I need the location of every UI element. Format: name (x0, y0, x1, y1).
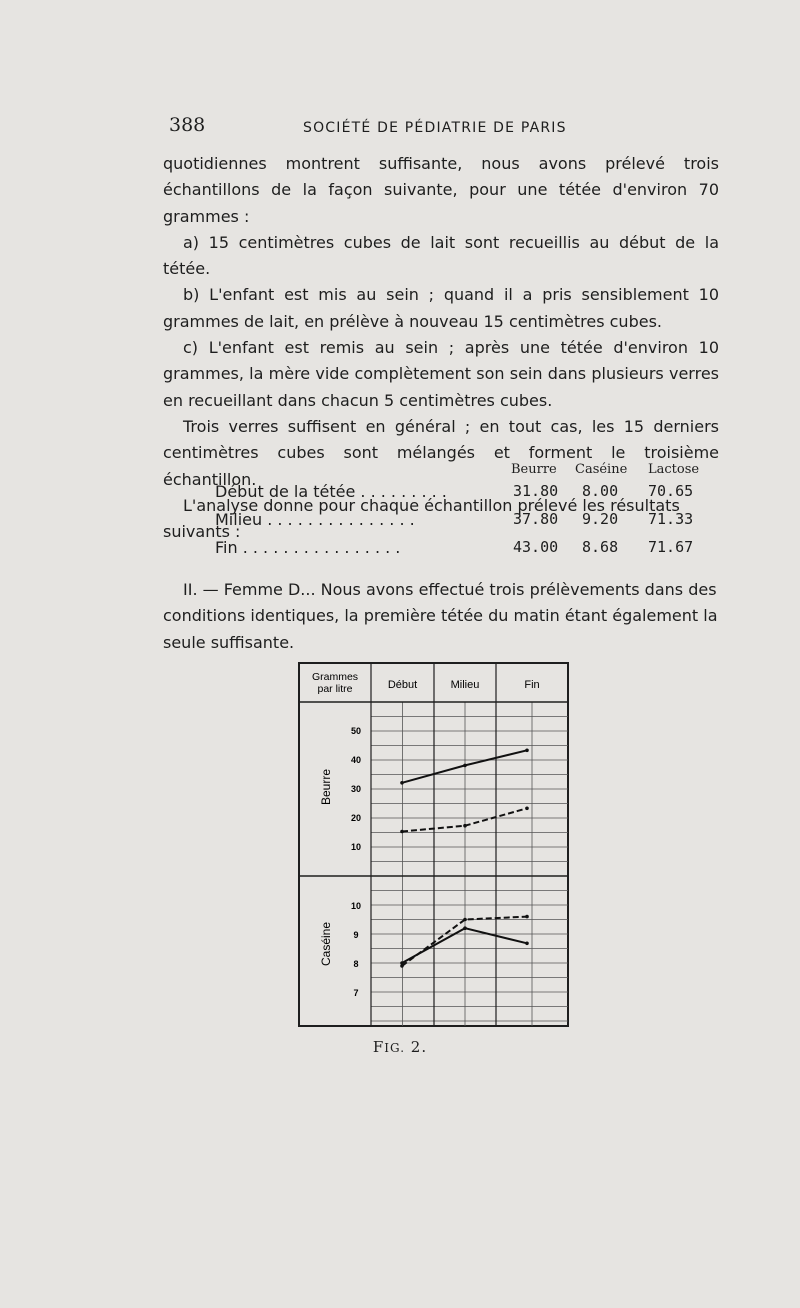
row-label: Milieu . . . . . . . . . . . . . . . (215, 510, 415, 529)
cell-value: 71.67 (648, 538, 694, 556)
tick-label: 7 (353, 988, 359, 998)
data-point (525, 749, 529, 753)
category-label: Milieu (450, 679, 480, 691)
data-point (463, 918, 467, 922)
data-point (463, 926, 467, 930)
cell-value: 31.80 (513, 482, 559, 500)
chart-structure (300, 664, 568, 1026)
paragraph: II. — Femme D... Nous avons effectué trois prélèvements dans des conditions identiques, la première tétée du matin étant également la seule suffisante. (163, 580, 718, 652)
table-row (163, 538, 719, 564)
paragraph: L'analyse donne pour chaque échantillon prélevé les résultats suivants : (163, 495, 680, 542)
figure-caption (0, 1038, 800, 1056)
cell-value: 43.00 (513, 538, 559, 556)
table-row (163, 482, 719, 508)
solid-series-line (402, 928, 527, 963)
unit-label: Grammes (311, 671, 359, 683)
caption-smallcaps: IG. (384, 1041, 406, 1055)
tick-label: 9 (353, 930, 359, 940)
tick-label: 10 (350, 901, 362, 911)
figure-chart (298, 662, 570, 1028)
tick-label: 10 (350, 842, 362, 852)
results-table (163, 460, 719, 565)
tick-label: 40 (350, 755, 362, 765)
caption-number: 2. (410, 1038, 428, 1056)
data-point (400, 964, 404, 968)
data-point (463, 764, 467, 768)
data-point (525, 915, 529, 919)
data-point (525, 942, 529, 946)
cell-value: 8.68 (582, 538, 619, 556)
paragraph: Trois verres suffisent en général ; en tout cas, les 15 derniers centimètres cubes sont mélangés et forment le troisième échantillon. (163, 416, 719, 489)
tick-label: 30 (350, 784, 362, 794)
tick-label: 50 (350, 726, 362, 736)
column-header: Caséine (575, 462, 628, 477)
category-label: Début (387, 679, 418, 691)
chart-grid (371, 702, 568, 1026)
data-point (463, 824, 467, 828)
tick-label: 20 (350, 813, 362, 823)
unit-label: par litre (317, 683, 353, 695)
running-title: SOCIÉTÉ DE PÉDIATRIE DE PARIS (303, 120, 567, 136)
category-label: Fin (524, 679, 540, 691)
page-header (163, 114, 723, 144)
cell-value: 71.33 (648, 510, 694, 528)
cell-value: 37.80 (513, 510, 559, 528)
panel-label-beurre: Beurre (319, 768, 333, 806)
tick-label: 8 (353, 959, 359, 969)
dashed-series-line (402, 808, 527, 831)
dashed-series-line (402, 917, 527, 966)
page-number: 388 (169, 114, 206, 136)
cell-value: 9.20 (582, 510, 619, 528)
paragraph: quotidiennes montrent suffisante, nous avons prélevé trois échantillons de la façon suivante, pour une tétée d'environ 70 grammes : (163, 154, 719, 226)
cell-value: 70.65 (648, 482, 694, 500)
row-label: Fin . . . . . . . . . . . . . . . . (215, 538, 401, 557)
tick-labels (351, 726, 361, 998)
caption-initial: F (372, 1038, 385, 1056)
data-series (400, 749, 529, 968)
data-point (400, 830, 404, 834)
paragraph: c) L'enfant est remis au sein ; après une tétée d'environ 10 grammes, la mère vide complètement son sein dans plusieurs verres en recueillant dans chacun 5 centimètres cubes. (163, 338, 719, 410)
column-header: Lactose (648, 462, 700, 477)
cell-value: 8.00 (582, 482, 619, 500)
data-point (400, 781, 404, 785)
body-text-bottom (163, 577, 719, 656)
table-row (163, 510, 719, 536)
panel-label-caseine: Caséine (319, 921, 333, 967)
paragraph: a) 15 centimètres cubes de lait sont recueillis au début de la tétée. (163, 232, 719, 279)
row-label: Début de la tétée . . . . . . . . . (215, 482, 447, 501)
column-header: Beurre (511, 462, 557, 477)
data-point (525, 807, 529, 811)
paragraph: b) L'enfant est mis au sein ; quand il a pris sensiblement 10 grammes de lait, en prélève à nouveau 15 centimètres cubes. (163, 285, 719, 331)
